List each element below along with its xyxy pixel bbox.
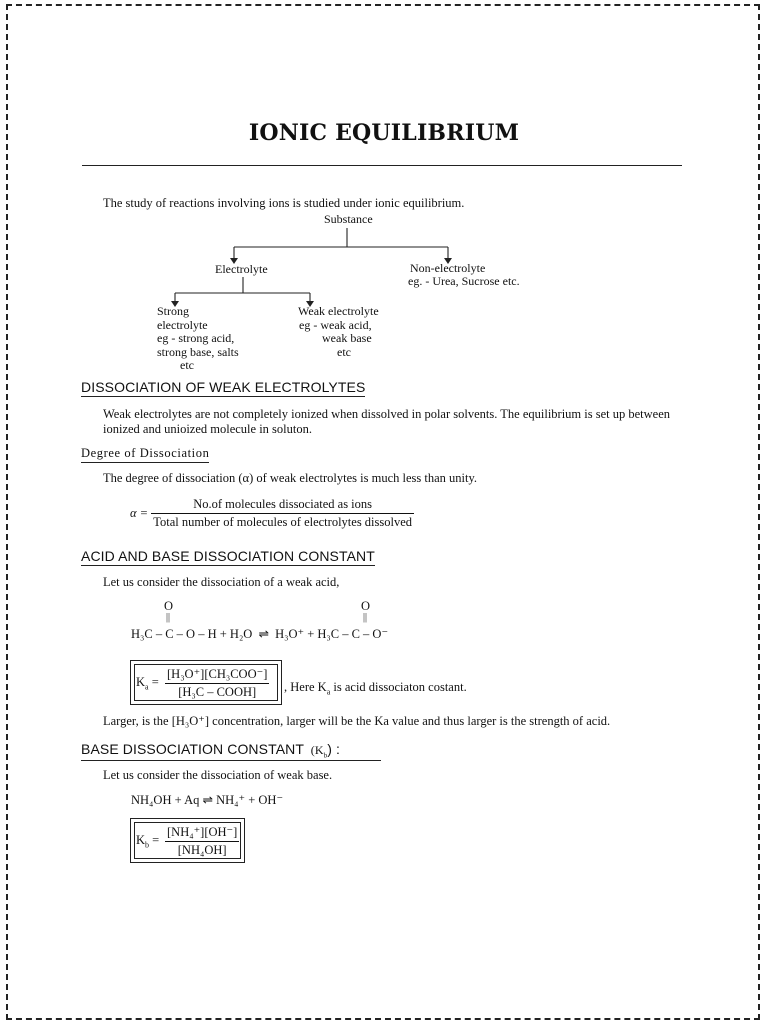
ka-symbol: K bbox=[136, 675, 146, 689]
ka-formula-box bbox=[130, 660, 282, 705]
ka-note-pre: , Here K bbox=[284, 680, 327, 694]
section-heading-weak-electrolytes: DISSOCIATION OF WEAK ELECTROLYTES bbox=[81, 379, 366, 395]
base-heading-symbol bbox=[310, 743, 328, 760]
base-intro: Let us consider the dissociation of weak base. bbox=[103, 768, 333, 782]
kb-heading-symbol: (K bbox=[310, 743, 324, 757]
tree-weak-line: etc bbox=[337, 344, 351, 359]
kb-numerator: [NH₄⁺][OH⁻] bbox=[165, 824, 239, 842]
ka-note-subscript: a bbox=[326, 687, 331, 697]
tree-non-electrolyte-example: eg. - Urea, Sucrose etc. bbox=[408, 274, 520, 288]
tree-weak-line: eg - weak acid, bbox=[299, 317, 372, 332]
tree-strong-electrolyte bbox=[157, 305, 239, 373]
alpha-fraction bbox=[151, 497, 414, 530]
tree-strong-line: eg - strong acid, bbox=[157, 331, 235, 345]
ka-subscript: a bbox=[145, 682, 149, 692]
ka-note bbox=[284, 680, 467, 697]
alpha-numerator: No.of molecules dissociated as ions bbox=[151, 497, 414, 514]
tree-strong-line: strong base, salts bbox=[157, 344, 239, 359]
tree-electrolyte: Electrolyte bbox=[215, 262, 268, 276]
ka-note-post: is acid dissociaton costant. bbox=[330, 680, 467, 694]
tree-non-electrolyte: Non-electrolyte bbox=[410, 261, 486, 275]
kb-denominator: [NH₄OH] bbox=[177, 843, 227, 857]
tree-connectors bbox=[0, 0, 768, 400]
alpha-formula bbox=[130, 497, 414, 530]
acid-intro: Let us consider the dissociation of a weak acid, bbox=[103, 575, 340, 589]
section-heading-base-dissociation bbox=[81, 741, 381, 761]
kb-fraction bbox=[165, 824, 239, 858]
kb-formula-box bbox=[130, 818, 245, 863]
base-heading-text: BASE DISSOCIATION CONSTANT bbox=[81, 741, 304, 757]
tree-root: Substance bbox=[324, 212, 373, 226]
carbonyl-oxygen-left: O bbox=[164, 599, 174, 613]
tree-weak-line: Weak electrolyte bbox=[298, 304, 379, 318]
kb-fraction-body bbox=[165, 824, 239, 858]
base-heading-tail: ) : bbox=[327, 741, 340, 757]
larger-concentration-text: Larger, is the [H₃O⁺] concentration, larger will be the Ka value and thus larger is the strength of acid. bbox=[103, 714, 611, 728]
tree-strong-line: electrolyte bbox=[157, 317, 208, 332]
alpha-lhs: α = bbox=[130, 506, 149, 520]
ka-numerator: [H₃O⁺][CH₃COO⁻] bbox=[165, 666, 269, 684]
kb-symbol: K bbox=[136, 833, 146, 847]
ka-fraction-body bbox=[165, 666, 269, 700]
weak-electrolyte-para-line2: ionized and unioized molecule in soluton. bbox=[103, 422, 312, 436]
intro-text: The study of reactions involving ions is studied under ionic equilibrium. bbox=[103, 196, 465, 210]
base-reaction: NH₄OH + Aq ⇌ NH₄⁺ + OH⁻ bbox=[131, 793, 284, 807]
tree-strong-line: etc bbox=[180, 358, 194, 372]
double-bond-right: || bbox=[363, 612, 368, 623]
weak-electrolyte-para-line1: Weak electrolytes are not completely ionized when dissolved in polar solvents. The equilibrium is set up between bbox=[103, 407, 671, 421]
alpha-denominator: Total number of molecules of electrolytes dissolved bbox=[153, 515, 413, 529]
tree-weak-line: weak base bbox=[322, 331, 372, 345]
section-heading-acid-base: ACID AND BASE DISSOCIATION CONSTANT bbox=[81, 548, 375, 564]
ka-lhs: $K_a$ = bbox=[136, 675, 159, 692]
acid-reaction bbox=[131, 626, 388, 642]
degree-text: The degree of dissociation (α) of weak electrolytes is much less than unity. bbox=[103, 471, 478, 485]
carbonyl-oxygen-right: O bbox=[361, 599, 371, 613]
kb-subscript: b bbox=[145, 840, 150, 850]
tree-weak-electrolyte bbox=[298, 305, 379, 359]
acid-reaction-lhs: H₃C – C – O – H + H₂O bbox=[131, 627, 253, 641]
equilibrium-arrows: ⇌ bbox=[258, 627, 269, 641]
tree-strong-line: Strong bbox=[157, 304, 190, 318]
acid-reaction-rhs: H₃O⁺ + H₃C – C – O⁻ bbox=[275, 627, 389, 641]
double-bond-left: || bbox=[166, 612, 171, 623]
ka-denominator: [H₃C – COOH] bbox=[178, 685, 257, 699]
kb-lhs: $K_b$ = bbox=[136, 833, 160, 850]
kb-heading-subscript: b bbox=[323, 751, 328, 760]
ka-fraction bbox=[165, 666, 269, 700]
page-title: IONIC EQUILIBRIUM bbox=[248, 120, 520, 146]
subheading-degree-of-dissociation: Degree of Dissociation bbox=[81, 446, 209, 463]
